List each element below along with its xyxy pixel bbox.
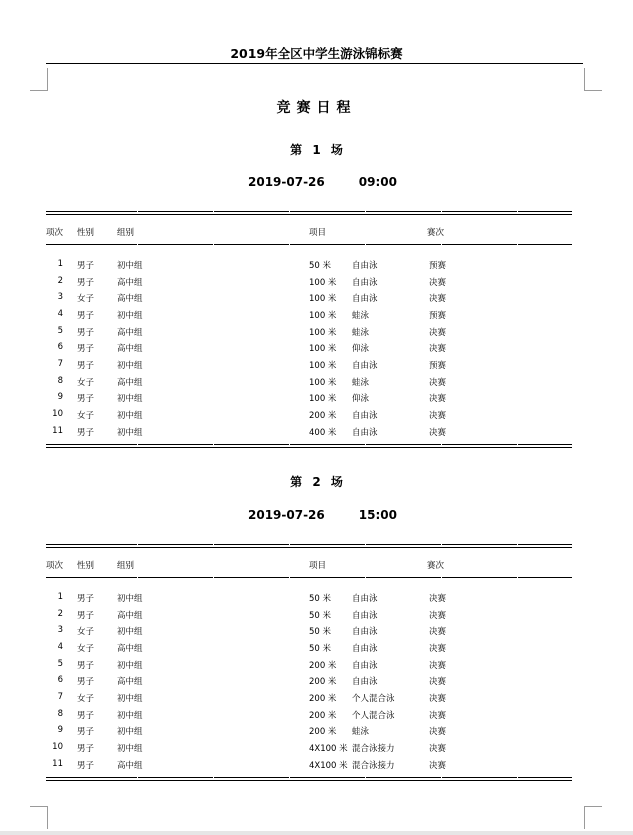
session-2-header-rule <box>46 577 572 578</box>
cell-sex: 男子 <box>77 743 95 754</box>
cell-item-no: 7 <box>57 691 63 702</box>
cell-round: 预赛 <box>429 261 447 271</box>
cell-round: 决赛 <box>429 344 447 355</box>
table-row <box>0 309 633 326</box>
cell-round: 决赛 <box>429 677 447 688</box>
cell-group: 初中组 <box>117 394 143 405</box>
rule-gap <box>441 443 442 447</box>
cell-stroke: 个人混合泳 <box>352 693 395 704</box>
running-header-title: 2019年全区中学生游泳锦标赛 <box>230 46 403 61</box>
cell-sex: 男子 <box>77 277 95 288</box>
cell-group: 初中组 <box>117 261 143 271</box>
cell-group: 初中组 <box>117 727 143 738</box>
cell-stroke: 自由泳 <box>352 627 378 638</box>
header-rule <box>46 63 583 64</box>
cell-sex: 男子 <box>77 427 95 438</box>
document-title: 竞赛日程 <box>276 100 357 116</box>
cell-item-no: 11 <box>52 758 63 769</box>
cell-item-no: 5 <box>57 658 63 669</box>
session-1-header-rule <box>46 244 572 245</box>
rule-gap <box>289 576 290 580</box>
table-row <box>0 326 633 343</box>
cell-item-no: 8 <box>57 375 63 386</box>
rule-gap <box>365 543 366 547</box>
cell-sex: 男子 <box>77 710 95 721</box>
rule-gap <box>365 576 366 580</box>
cell-round: 决赛 <box>429 693 447 704</box>
rule-gap <box>441 543 442 547</box>
cell-sex: 女子 <box>77 627 95 638</box>
cell-round: 决赛 <box>429 594 447 604</box>
cell-stroke: 自由泳 <box>352 643 378 654</box>
cell-round: 决赛 <box>429 610 447 621</box>
rule-gap <box>517 443 518 447</box>
table-row <box>0 709 633 726</box>
session-1-col-round: 赛次 <box>427 228 445 238</box>
cell-stroke: 仰泳 <box>352 394 370 405</box>
crop-mark-top-left <box>30 68 48 91</box>
rule-gap <box>517 210 518 214</box>
table-row <box>0 426 633 443</box>
cell-round: 决赛 <box>429 710 447 721</box>
cell-item-no: 6 <box>57 675 63 686</box>
cell-item-no: 9 <box>57 392 63 403</box>
cell-sex: 男子 <box>77 394 95 405</box>
table-row <box>0 609 633 626</box>
cell-group: 高中组 <box>117 610 143 621</box>
session-2-table-top-rule <box>46 544 572 548</box>
cell-item-no: 2 <box>57 608 63 619</box>
session-2-time: 15:00 <box>358 508 397 522</box>
session-1-date: 2019-07-26 <box>248 175 325 189</box>
cell-sex: 女子 <box>77 643 95 654</box>
cell-sex: 男子 <box>77 660 95 671</box>
session-1-title: 第 1 场 <box>290 143 343 157</box>
cell-group: 高中组 <box>117 277 143 288</box>
rule-gap <box>517 543 518 547</box>
cell-item-no: 10 <box>52 741 63 752</box>
rule-gap <box>137 776 138 780</box>
crop-mark-bottom-left <box>30 806 48 829</box>
cell-round: 决赛 <box>429 377 447 388</box>
rule-gap <box>289 776 290 780</box>
cell-group: 初中组 <box>117 743 143 754</box>
cell-group: 初中组 <box>117 427 143 438</box>
rule-gap <box>289 443 290 447</box>
rule-gap <box>517 576 518 580</box>
cell-group: 初中组 <box>117 594 143 604</box>
table-row <box>0 675 633 692</box>
cell-item-no: 2 <box>57 275 63 286</box>
cell-sex: 女子 <box>77 377 95 388</box>
cell-distance: 200 米 <box>309 710 337 721</box>
rule-gap <box>137 443 138 447</box>
cell-distance: 4X100 米 <box>309 760 348 771</box>
rule-gap <box>289 243 290 247</box>
cell-round: 决赛 <box>429 660 447 671</box>
rule-gap <box>213 543 214 547</box>
table-row <box>0 625 633 642</box>
rule-gap <box>213 576 214 580</box>
rule-gap <box>289 210 290 214</box>
cell-item-no: 4 <box>57 641 63 652</box>
table-row <box>0 376 633 393</box>
cell-item-no: 9 <box>57 725 63 736</box>
cell-round: 决赛 <box>429 327 447 338</box>
session-2-col-event: 项目 <box>309 561 327 571</box>
cell-stroke: 自由泳 <box>352 677 378 688</box>
table-row <box>0 292 633 309</box>
cell-distance: 50 米 <box>309 643 332 654</box>
cell-group: 高中组 <box>117 344 143 355</box>
table-row <box>0 276 633 293</box>
cell-round: 决赛 <box>429 427 447 438</box>
session-2-col-no: 项次 <box>46 561 64 571</box>
table-row <box>0 592 633 609</box>
cell-round: 决赛 <box>429 760 447 771</box>
cell-distance: 50 米 <box>309 610 332 621</box>
table-row <box>0 409 633 426</box>
session-1-table-top-rule <box>46 211 572 215</box>
cell-stroke: 自由泳 <box>352 261 378 271</box>
cell-sex: 女子 <box>77 410 95 421</box>
cell-distance: 200 米 <box>309 660 337 671</box>
cell-sex: 男子 <box>77 310 95 321</box>
cell-group: 高中组 <box>117 377 143 388</box>
cell-stroke: 自由泳 <box>352 660 378 671</box>
cell-group: 高中组 <box>117 327 143 338</box>
session-1-col-group: 组别 <box>117 228 135 238</box>
cell-distance: 200 米 <box>309 693 337 704</box>
cell-sex: 男子 <box>77 760 95 771</box>
table-row <box>0 259 633 276</box>
cell-distance: 100 米 <box>309 327 337 338</box>
cell-round: 决赛 <box>429 727 447 738</box>
cell-item-no: 3 <box>57 292 63 303</box>
cell-distance: 4X100 米 <box>309 743 348 754</box>
cell-item-no: 1 <box>57 592 63 602</box>
cell-stroke: 自由泳 <box>352 360 378 371</box>
cell-stroke: 自由泳 <box>352 277 378 288</box>
session-2-table-bottom-rule <box>46 777 572 781</box>
rule-gap <box>213 776 214 780</box>
cell-item-no: 5 <box>57 325 63 336</box>
table-row <box>0 725 633 742</box>
table-row <box>0 642 633 659</box>
session-1-datetime <box>248 175 397 189</box>
session-2-col-sex: 性别 <box>77 561 95 571</box>
cell-sex: 男子 <box>77 327 95 338</box>
cell-round: 决赛 <box>429 394 447 405</box>
cell-distance: 200 米 <box>309 727 337 738</box>
rule-gap <box>213 210 214 214</box>
cell-distance: 100 米 <box>309 294 337 305</box>
session-2-title: 第 2 场 <box>290 475 343 489</box>
cell-item-no: 11 <box>52 425 63 436</box>
cell-sex: 男子 <box>77 360 95 371</box>
session-2-col-group: 组别 <box>117 561 135 571</box>
cell-sex: 女子 <box>77 693 95 704</box>
cell-distance: 400 米 <box>309 427 337 438</box>
cell-sex: 男子 <box>77 727 95 738</box>
cell-distance: 100 米 <box>309 277 337 288</box>
rule-gap <box>137 543 138 547</box>
table-row <box>0 659 633 676</box>
cell-distance: 50 米 <box>309 261 332 271</box>
cell-distance: 100 米 <box>309 344 337 355</box>
table-row <box>0 359 633 376</box>
cell-sex: 男子 <box>77 594 95 604</box>
cell-stroke: 自由泳 <box>352 294 378 305</box>
session-2-date: 2019-07-26 <box>248 508 325 522</box>
cell-round: 决赛 <box>429 294 447 305</box>
crop-mark-top-right <box>584 68 602 91</box>
page-bottom-edge <box>0 831 633 835</box>
cell-item-no: 4 <box>57 308 63 319</box>
cell-stroke: 蛙泳 <box>352 377 370 388</box>
cell-stroke: 混合泳接力 <box>352 760 395 771</box>
rule-gap <box>213 443 214 447</box>
table-row <box>0 392 633 409</box>
cell-stroke: 蛙泳 <box>352 727 370 738</box>
cell-group: 初中组 <box>117 410 143 421</box>
cell-sex: 女子 <box>77 294 95 305</box>
rule-gap <box>441 776 442 780</box>
cell-stroke: 个人混合泳 <box>352 710 395 721</box>
cell-item-no: 1 <box>57 259 63 269</box>
cell-stroke: 自由泳 <box>352 610 378 621</box>
cell-round: 决赛 <box>429 743 447 754</box>
session-2-datetime <box>248 508 397 522</box>
cell-group: 初中组 <box>117 693 143 704</box>
cell-stroke: 蛙泳 <box>352 310 370 321</box>
cell-round: 决赛 <box>429 410 447 421</box>
session-1-col-sex: 性别 <box>77 228 95 238</box>
rule-gap <box>213 243 214 247</box>
cell-round: 决赛 <box>429 643 447 654</box>
session-1-col-event: 项目 <box>309 228 327 238</box>
rule-gap <box>137 576 138 580</box>
cell-group: 初中组 <box>117 710 143 721</box>
rule-gap <box>365 776 366 780</box>
cell-stroke: 自由泳 <box>352 594 378 604</box>
rule-gap <box>137 243 138 247</box>
rule-gap <box>441 210 442 214</box>
rule-gap <box>137 210 138 214</box>
table-row <box>0 742 633 759</box>
session-1-table-bottom-rule <box>46 444 572 448</box>
crop-mark-bottom-right <box>584 806 602 829</box>
rule-gap <box>517 776 518 780</box>
table-row <box>0 342 633 359</box>
cell-distance: 200 米 <box>309 410 337 421</box>
table-row <box>0 759 633 776</box>
table-row <box>0 692 633 709</box>
cell-round: 预赛 <box>429 310 447 321</box>
cell-stroke: 自由泳 <box>352 427 378 438</box>
session-2-col-round: 赛次 <box>427 561 445 571</box>
rule-gap <box>441 243 442 247</box>
cell-item-no: 8 <box>57 708 63 719</box>
cell-item-no: 6 <box>57 342 63 353</box>
cell-distance: 50 米 <box>309 594 332 604</box>
cell-sex: 男子 <box>77 261 95 271</box>
cell-item-no: 7 <box>57 358 63 369</box>
cell-distance: 100 米 <box>309 394 337 405</box>
cell-distance: 50 米 <box>309 627 332 638</box>
cell-item-no: 3 <box>57 625 63 636</box>
cell-group: 高中组 <box>117 294 143 305</box>
rule-gap <box>365 243 366 247</box>
cell-group: 高中组 <box>117 643 143 654</box>
cell-round: 预赛 <box>429 360 447 371</box>
cell-group: 高中组 <box>117 677 143 688</box>
cell-stroke: 蛙泳 <box>352 327 370 338</box>
rule-gap <box>365 443 366 447</box>
cell-distance: 200 米 <box>309 677 337 688</box>
cell-group: 初中组 <box>117 660 143 671</box>
rule-gap <box>365 210 366 214</box>
cell-round: 决赛 <box>429 627 447 638</box>
cell-distance: 100 米 <box>309 377 337 388</box>
cell-item-no: 10 <box>52 408 63 419</box>
session-1-col-no: 项次 <box>46 228 64 238</box>
rule-gap <box>441 576 442 580</box>
cell-distance: 100 米 <box>309 310 337 321</box>
cell-stroke: 自由泳 <box>352 410 378 421</box>
cell-sex: 男子 <box>77 610 95 621</box>
cell-group: 初中组 <box>117 360 143 371</box>
cell-round: 决赛 <box>429 277 447 288</box>
cell-group: 初中组 <box>117 627 143 638</box>
cell-stroke: 仰泳 <box>352 344 370 355</box>
cell-group: 高中组 <box>117 760 143 771</box>
rule-gap <box>517 243 518 247</box>
session-1-time: 09:00 <box>358 175 397 189</box>
cell-stroke: 混合泳接力 <box>352 743 395 754</box>
cell-group: 初中组 <box>117 310 143 321</box>
cell-sex: 男子 <box>77 677 95 688</box>
cell-sex: 男子 <box>77 344 95 355</box>
rule-gap <box>289 543 290 547</box>
cell-distance: 100 米 <box>309 360 337 371</box>
